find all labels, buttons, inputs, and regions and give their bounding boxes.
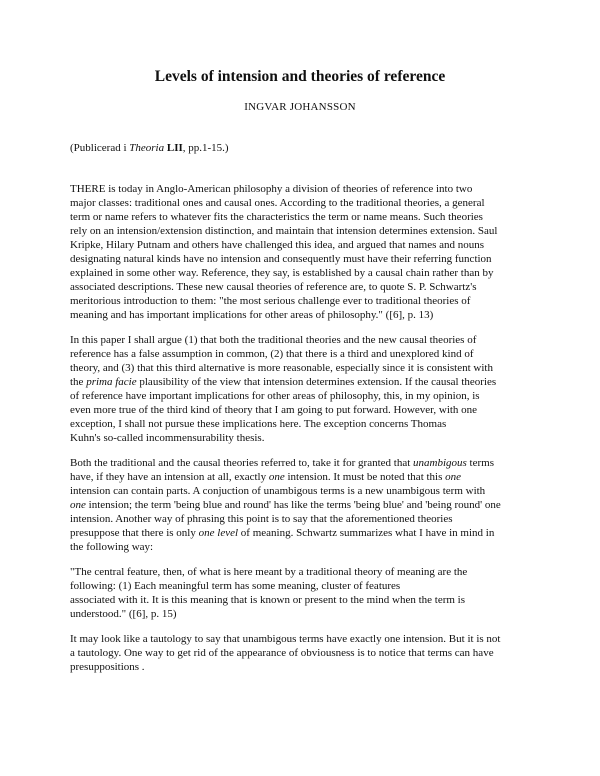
text-run: following: (1) Each meaningful term has some meaning, cluster of features xyxy=(70,580,401,592)
text-line xyxy=(70,660,556,674)
italic-text: one xyxy=(268,471,285,483)
text-run: THERE is today in Anglo-American philosophy a division of theories of reference into two xyxy=(70,183,473,195)
text-run: It may look like a tautology to say that unambigous terms have exactly one intension. But it is not xyxy=(70,633,501,645)
paragraph xyxy=(70,333,556,445)
text-run: intension. It must be noted that this xyxy=(284,471,446,483)
italic-text: prima facie xyxy=(86,376,137,388)
text-run: reference has a false assumption in common, (2) that there is a third and unexplored kind of xyxy=(70,348,474,360)
text-run: term or name refers to whatever fits the characteristics the term or name means. Such theories xyxy=(70,211,483,223)
text-line xyxy=(70,484,556,498)
text-line xyxy=(70,375,556,389)
paper-title: Levels of intension and theories of reference xyxy=(154,68,446,85)
text-line xyxy=(70,607,556,621)
text-line xyxy=(70,266,556,280)
text-line xyxy=(70,389,556,403)
italic-text: one xyxy=(70,499,86,511)
text-line xyxy=(70,470,556,484)
text-line xyxy=(70,403,556,417)
text-run: Both the traditional and the causal theories referred to, take it for granted that xyxy=(70,457,414,469)
text-run: understood." ([6], p. 15) xyxy=(70,608,177,620)
text-line xyxy=(70,333,556,347)
text-line xyxy=(70,456,556,470)
text-run: presuppositions . xyxy=(70,661,145,673)
text-line xyxy=(70,182,556,196)
text-run: of reference have important implications for other areas of philosophy, this, in my opinion, is xyxy=(70,390,480,402)
italic-text: one xyxy=(445,471,462,483)
publication-prefix: (Publicerad i xyxy=(70,142,130,154)
text-line xyxy=(70,646,556,660)
paragraph xyxy=(70,565,556,621)
journal-name: Theoria xyxy=(129,142,165,154)
text-line xyxy=(70,417,556,431)
text-run: exception, I shall not pursue these implications here. The exception concerns Thomas xyxy=(70,418,447,430)
text-line xyxy=(70,361,556,375)
text-run: terms xyxy=(466,457,494,469)
text-run: intension. Another way of phrasing this point is to say that the aforementioned theories xyxy=(70,513,453,525)
text-run: meaning and has important implications for other areas of philosophy." ([6], p. 13) xyxy=(70,309,434,321)
text-line xyxy=(70,498,556,512)
text-line xyxy=(70,526,556,540)
text-line xyxy=(70,294,556,308)
text-run: theory, and (3) that this third alternative is more reasonable, especially since it is consistent with xyxy=(70,362,493,374)
text-run: even more true of the third kind of theory that I am going to put forward. However, with one xyxy=(70,404,478,416)
journal-volume: LII xyxy=(166,142,183,154)
publication-suffix: , pp.1-15.) xyxy=(182,142,229,154)
italic-text: one level xyxy=(198,527,239,539)
text-run: "The central feature, then, of what is here meant by a traditional theory of meaning are the xyxy=(70,566,468,578)
author-name: INGVAR JOHANSSON xyxy=(244,101,356,113)
text-run: a tautology. One way to get rid of the appearance of obviousness is to notice that terms can have xyxy=(70,647,494,659)
text-run: rely on an intension/extension distinction, and maintain that intension determines extension. Saul xyxy=(70,225,498,237)
text-run: presuppose that there is only xyxy=(70,527,199,539)
italic-text: unambigous xyxy=(413,457,467,469)
text-line xyxy=(70,579,556,593)
text-line xyxy=(70,431,556,445)
text-run: plausibility of the view that intension determines extension. If the causal theories xyxy=(136,376,497,388)
text-run: have, if they have an intension at all, exactly xyxy=(70,471,269,483)
text-run: designating natural kinds have no intension and consequently must have their referring function xyxy=(70,253,492,265)
text-run: the xyxy=(70,376,87,388)
text-line xyxy=(70,238,556,252)
text-run: major classes: traditional ones and causal ones. According to the traditional theories, a general xyxy=(70,197,485,209)
text-line xyxy=(70,196,556,210)
text-run: explained in some other way. Reference, they say, is established by a causal chain rather than by xyxy=(70,267,494,279)
text-line xyxy=(70,347,556,361)
paragraph xyxy=(70,456,556,554)
text-run: Kripke, Hilary Putnam and others have challenged this idea, and argued that names and nouns xyxy=(70,239,485,251)
paragraph xyxy=(70,632,556,674)
text-run: associated with it. It is this meaning that is known or present to the mind when the term is xyxy=(70,594,466,606)
text-line xyxy=(70,632,556,646)
text-line xyxy=(70,210,556,224)
text-line xyxy=(70,308,556,322)
publication-note xyxy=(70,141,229,155)
body-text xyxy=(70,182,556,685)
text-run: the following way: xyxy=(70,541,154,553)
text-line xyxy=(70,593,556,607)
text-run: of meaning. Schwartz summarizes what I have in mind in xyxy=(238,527,495,539)
text-line xyxy=(70,280,556,294)
text-run: associated descriptions. These new causal theories of reference are, to quote S. P. Schwartz's xyxy=(70,281,477,293)
text-line xyxy=(70,540,556,554)
text-line xyxy=(70,252,556,266)
text-run: intension can contain parts. A conjuction of unambigous terms is a new unambigous term with xyxy=(70,485,486,497)
text-line xyxy=(70,512,556,526)
text-run: meritorious introduction to them: "the most serious challenge ever to traditional theories of xyxy=(70,295,471,307)
text-line xyxy=(70,565,556,579)
paragraph xyxy=(70,182,556,322)
text-run: In this paper I shall argue (1) that both the traditional theories and the new causal theories of xyxy=(70,334,477,346)
text-run: Kuhn's so-called incommensurability thesis. xyxy=(70,432,265,444)
text-run: intension; the term 'being blue and round' has like the terms 'being blue' and 'being round' one xyxy=(85,499,501,511)
text-line xyxy=(70,224,556,238)
